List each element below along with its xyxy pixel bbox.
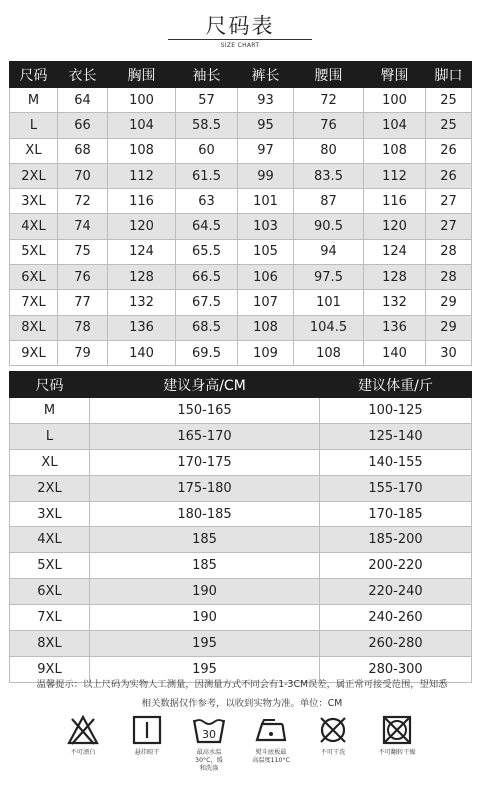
table-row [10,189,472,214]
table-cell: 63 [176,189,238,214]
table-row [10,290,472,315]
table-row [10,163,472,188]
table-cell: 128 [108,265,176,290]
column-header: 建议身高/CM [90,372,320,398]
column-header: 尺码 [10,372,90,398]
table-row [10,579,472,605]
care-instructions [0,714,480,799]
table-cell: 90.5 [294,214,364,239]
table-cell: 108 [364,138,426,163]
column-header: 臀围 [364,62,426,88]
size-cell: 8XL [10,631,90,657]
size-cell: 2XL [10,475,90,501]
table-cell: 104 [364,113,426,138]
table-cell: 170-185 [320,501,472,527]
table-row [10,340,472,365]
table-cell: 70 [58,163,108,188]
table-row [10,239,472,264]
table-cell: 100 [108,88,176,113]
table-cell: 95 [238,113,294,138]
size-cell: 7XL [10,605,90,631]
column-header: 建议体重/斤 [320,372,472,398]
table-cell: 64.5 [176,214,238,239]
table-cell: 109 [238,340,294,365]
table-cell: 116 [364,189,426,214]
table-cell: 75 [58,239,108,264]
table-cell: 80 [294,138,364,163]
table-cell: 105 [238,239,294,264]
table-cell: 185 [90,527,320,553]
wash-temp-value: 30 [202,728,216,741]
table-cell: 165-170 [90,423,320,449]
table-cell: 170-175 [90,449,320,475]
table-cell: 180-185 [90,501,320,527]
table-cell: 27 [426,214,472,239]
table-cell: 140 [108,340,176,365]
no-bleach-icon [67,714,99,746]
size-cell: 5XL [10,239,58,264]
table-cell: 76 [294,113,364,138]
table-row [10,553,472,579]
table-cell: 104 [108,113,176,138]
table-cell: 190 [90,579,320,605]
care-label: 最高水温 30°C，缓 和洗涤 [195,749,223,772]
size-cell: L [10,423,90,449]
table-row [10,315,472,340]
column-header: 衣长 [58,62,108,88]
table-cell: 100 [364,88,426,113]
page-subtitle: SIZE CHART [220,42,260,49]
table-cell: 26 [426,163,472,188]
page-title: 尺码表 [205,14,275,38]
table-cell: 72 [58,189,108,214]
table-cell: 195 [90,656,320,682]
table-cell: 104.5 [294,315,364,340]
no-dry-clean-icon [317,714,349,746]
care-item-no-dry-clean [302,714,364,757]
table-cell: 140 [364,340,426,365]
size-cell: 5XL [10,553,90,579]
table-cell: 69.5 [176,340,238,365]
table-cell: 64 [58,88,108,113]
table-row [10,501,472,527]
table-cell: 132 [108,290,176,315]
table-cell: 77 [58,290,108,315]
table-cell: 120 [364,214,426,239]
column-header: 胸围 [108,62,176,88]
care-item-iron [240,714,302,765]
table-cell: 87 [294,189,364,214]
size-cell: XL [10,449,90,475]
size-cell: 3XL [10,501,90,527]
table-cell: 97 [238,138,294,163]
table-cell: 240-260 [320,605,472,631]
column-header: 腰围 [294,62,364,88]
care-item-no-bleach [52,714,114,757]
size-cell: 2XL [10,163,58,188]
table-cell: 100-125 [320,398,472,424]
table-cell: 68.5 [176,315,238,340]
size-cell: 6XL [10,579,90,605]
table-cell: 29 [426,290,472,315]
column-header: 脚口 [426,62,472,88]
table-cell: 124 [364,239,426,264]
wash-30-icon [192,714,226,746]
table-cell: 220-240 [320,579,472,605]
table-cell: 83.5 [294,163,364,188]
table-cell: 108 [294,340,364,365]
table-cell: 195 [90,631,320,657]
table-cell: 66.5 [176,265,238,290]
iron-110-icon [253,714,289,746]
table-cell: 25 [426,88,472,113]
table-cell: 93 [238,88,294,113]
table-cell: 101 [294,290,364,315]
table-cell: 200-220 [320,553,472,579]
table-row [10,398,472,424]
table-row [10,423,472,449]
table-cell: 76 [58,265,108,290]
table-cell: 106 [238,265,294,290]
table-cell: 116 [108,189,176,214]
table-row [10,113,472,138]
size-recommendation-table [9,371,472,683]
care-item-wash-30 [178,714,240,773]
size-cell: 4XL [10,527,90,553]
table-row [10,88,472,113]
table-row [10,475,472,501]
table-cell: 74 [58,214,108,239]
care-item-hang-dry [116,714,178,757]
table-cell: 124 [108,239,176,264]
table-cell: 155-170 [320,475,472,501]
table-cell: 67.5 [176,290,238,315]
table-cell: 94 [294,239,364,264]
size-cell: M [10,88,58,113]
table-cell: 280-300 [320,656,472,682]
table-cell: 78 [58,315,108,340]
table-row [10,214,472,239]
table-cell: 29 [426,315,472,340]
table-cell: 99 [238,163,294,188]
table-cell: 190 [90,605,320,631]
table-header-row [10,372,472,398]
table-cell: 108 [108,138,176,163]
table-cell: 150-165 [90,398,320,424]
title-divider [168,39,312,40]
table-cell: 120 [108,214,176,239]
note-line: 温馨提示：以上尺码为实物人工测量，因测量方式不同会有1-3CM误差，属正常可接受范围，望知悉 [36,679,448,690]
table-cell: 66 [58,113,108,138]
table-header-row [10,62,472,88]
care-label: 不可干洗 [320,749,346,756]
table-cell: 103 [238,214,294,239]
table-cell: 125-140 [320,423,472,449]
table-cell: 58.5 [176,113,238,138]
table-cell: 175-180 [90,475,320,501]
table-cell: 25 [426,113,472,138]
table-row [10,631,472,657]
size-cell: 6XL [10,265,58,290]
table-cell: 97.5 [294,265,364,290]
table-cell: 260-280 [320,631,472,657]
column-header: 袖长 [176,62,238,88]
table-cell: 112 [364,163,426,188]
hang-dry-icon [131,714,163,746]
column-header: 尺码 [10,62,58,88]
care-label: 不可漂白 [70,749,96,756]
size-cell: 9XL [10,340,58,365]
care-label: 熨斗底板最 高温度110°C [252,749,290,764]
table-cell: 60 [176,138,238,163]
table-cell: 57 [176,88,238,113]
table-cell: 61.5 [176,163,238,188]
table-cell: 68 [58,138,108,163]
care-label: 悬挂晾干 [134,749,160,756]
table-cell: 30 [426,340,472,365]
table-cell: 65.5 [176,239,238,264]
table-cell: 101 [238,189,294,214]
table-row [10,605,472,631]
table-cell: 140-155 [320,449,472,475]
size-cell: 4XL [10,214,58,239]
table-cell: 128 [364,265,426,290]
care-item-no-tumble-dry [366,714,428,757]
table-cell: 185 [90,553,320,579]
size-cell: 9XL [10,656,90,682]
table-row [10,265,472,290]
table-cell: 79 [58,340,108,365]
size-cell: 8XL [10,315,58,340]
table-cell: 185-200 [320,527,472,553]
size-measurement-table [9,61,472,366]
table-row [10,138,472,163]
size-cell: XL [10,138,58,163]
table-cell: 28 [426,239,472,264]
column-header: 裤长 [238,62,294,88]
table-cell: 72 [294,88,364,113]
table-cell: 107 [238,290,294,315]
size-cell: 7XL [10,290,58,315]
size-cell: 3XL [10,189,58,214]
table-cell: 112 [108,163,176,188]
table-cell: 136 [364,315,426,340]
table-cell: 108 [238,315,294,340]
size-cell: M [10,398,90,424]
table-cell: 27 [426,189,472,214]
table-cell: 136 [108,315,176,340]
care-label: 不可翻转干燥 [378,749,416,756]
note-line: 相关数据仅作参考，以收到实物为准。单位：CM [141,698,343,709]
no-tumble-dry-icon [381,714,413,746]
table-row [10,449,472,475]
size-cell: L [10,113,58,138]
measurement-note [14,675,470,713]
table-cell: 132 [364,290,426,315]
table-cell: 28 [426,265,472,290]
table-cell: 26 [426,138,472,163]
table-row [10,527,472,553]
